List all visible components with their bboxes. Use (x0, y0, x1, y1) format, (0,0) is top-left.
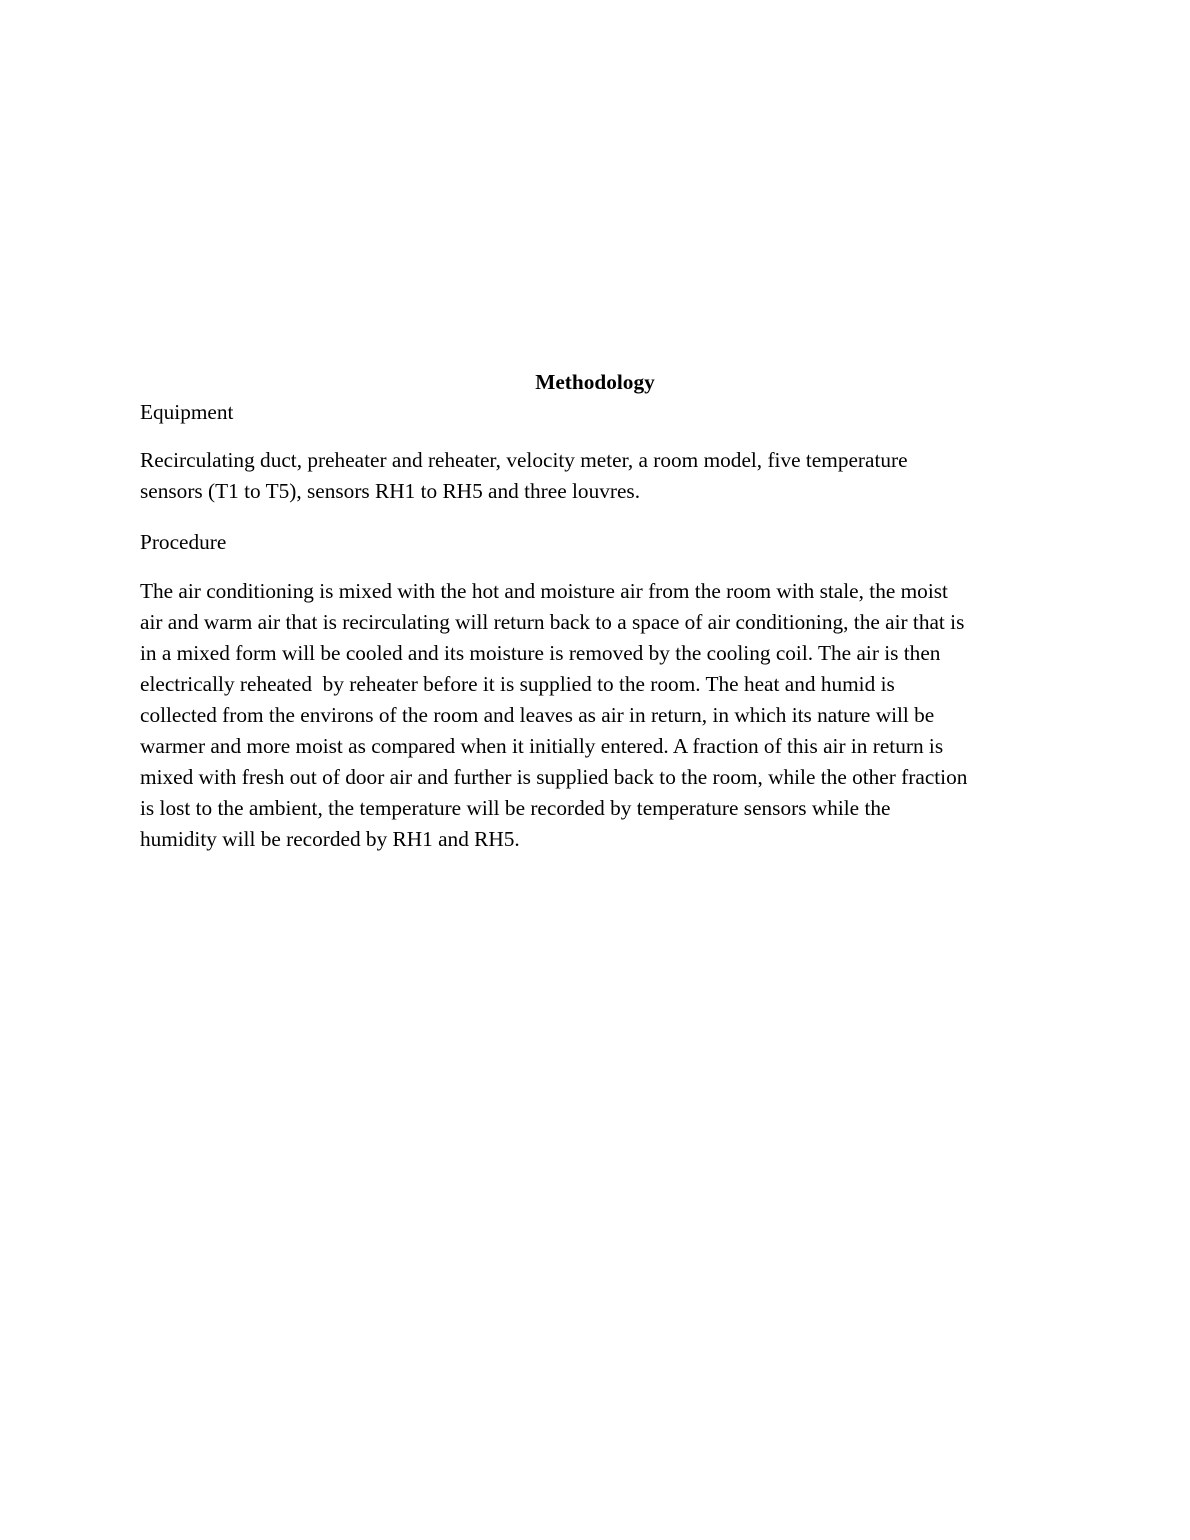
paragraph-line: humidity will be recorded by RH1 and RH5. (140, 827, 520, 851)
paragraph-line: warmer and more moist as compared when it initially entered. A fraction of this air in return is (140, 734, 944, 758)
paragraph-line: in a mixed form will be cooled and its moisture is removed by the cooling coil. The air is then (140, 641, 941, 665)
paragraph-line: is lost to the ambient, the temperature will be recorded by temperature sensors while the (140, 796, 891, 820)
paragraph-line: mixed with fresh out of door air and further is supplied back to the room, while the other fraction (140, 765, 968, 789)
procedure-paragraph (140, 576, 1050, 855)
paragraph-line: electrically reheated by reheater before it is supplied to the room. The heat and humid is (140, 672, 895, 696)
paragraph-line: sensors (T1 to T5), sensors RH1 to RH5 and three louvres. (140, 479, 641, 503)
paragraph-line: The air conditioning is mixed with the hot and moisture air from the room with stale, the moist (140, 579, 948, 603)
document-body (140, 368, 1050, 855)
paragraph-line: Recirculating duct, preheater and reheater, velocity meter, a room model, five temperature (140, 448, 908, 472)
equipment-paragraph (140, 445, 1050, 507)
section-heading-procedure: Procedure (140, 530, 227, 554)
paragraph-line: collected from the environs of the room and leaves as air in return, in which its nature will be (140, 703, 935, 727)
section-heading-equipment: Equipment (140, 400, 234, 424)
page-title: Methodology (535, 370, 655, 394)
paragraph-line: air and warm air that is recirculating will return back to a space of air conditioning, the air that is (140, 610, 965, 634)
